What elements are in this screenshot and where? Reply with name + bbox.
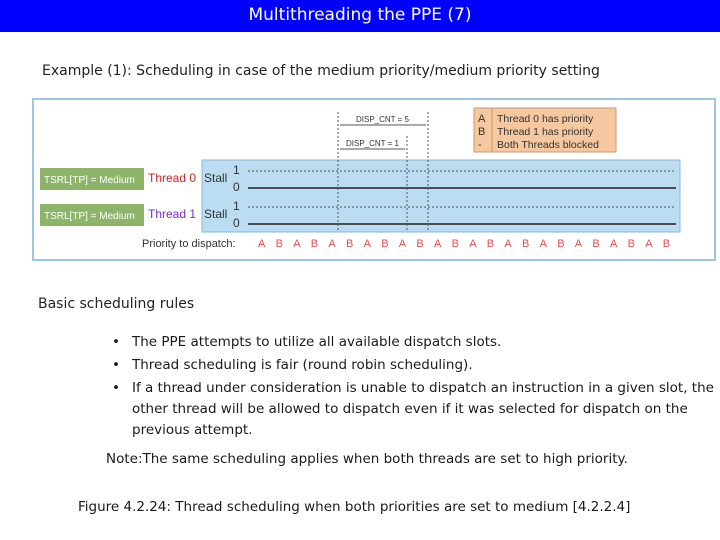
priority-letter: A — [610, 238, 618, 250]
rule-item — [112, 355, 718, 376]
rule-text: Thread scheduling is fair (round robin scheduling). — [132, 357, 473, 373]
priority-letter: A — [293, 238, 301, 250]
note-text: Note:The same scheduling applies when both threads are set to high priority. — [106, 451, 628, 467]
slide-title: Multithreading the PPE (7) — [248, 5, 472, 25]
title-bar — [0, 0, 720, 32]
legend-text-a: Thread 0 has priority — [497, 113, 594, 125]
priority-letter: B — [522, 238, 530, 250]
priority-letter: A — [574, 238, 583, 250]
priority-letter: B — [557, 238, 565, 250]
disp-cnt-5-label: DISP_CNT = 5 — [356, 115, 409, 124]
scheduling-diagram — [32, 98, 716, 261]
legend-text-none: Both Threads blocked — [497, 139, 599, 151]
thread1-register-label: TSRL[TP] = Medium — [44, 211, 135, 222]
legend-key-a: A — [478, 113, 486, 125]
disp-cnt-1-label: DISP_CNT = 1 — [346, 139, 399, 148]
legend-key-b: B — [478, 126, 486, 138]
thread1-level-0: 0 — [233, 216, 240, 230]
priority-letter: B — [662, 238, 671, 250]
thread0-label: Thread 0 — [148, 171, 197, 185]
thread1-stall-label: Stall — [204, 207, 228, 221]
priority-letter: A — [398, 238, 407, 250]
thread0-level-0: 0 — [233, 180, 240, 194]
bullet-dot-icon: • — [112, 334, 120, 350]
rule-text: The PPE attempts to utilize all available dispatch slots. — [132, 334, 502, 350]
priority-letter: B — [416, 238, 424, 250]
bullet-dot-icon: • — [112, 357, 120, 373]
priority-letter: A — [504, 238, 512, 250]
priority-letter: A — [434, 238, 442, 250]
diagram-svg — [34, 100, 714, 259]
priority-letter: A — [645, 238, 653, 250]
priority-letter: A — [363, 238, 371, 250]
priority-letter: B — [592, 238, 600, 250]
rule-item — [112, 332, 718, 353]
rules-list — [112, 332, 718, 443]
thread1-label: Thread 1 — [148, 207, 197, 221]
legend-text-b: Thread 1 has priority — [497, 126, 594, 138]
thread0-stall-label: Stall — [204, 171, 228, 185]
thread1-level-1: 1 — [233, 199, 240, 213]
priority-letter: B — [627, 238, 635, 250]
rule-text: If a thread under consideration is unable to dispatch an instruction in a given slot, the other thread will be allowed to dispatch even if it was selected for dispatch on the previous attempt. — [132, 380, 714, 438]
thread0-register-label: TSRL[TP] = Medium — [44, 175, 135, 186]
priority-letter: B — [381, 238, 389, 250]
rule-item — [112, 378, 718, 441]
figure-caption: Figure 4.2.24: Thread scheduling when both priorities are set to medium [4.2.2.4] — [78, 499, 631, 515]
priority-letter: B — [310, 238, 319, 250]
priority-letter: A — [469, 238, 477, 250]
priority-letter: B — [275, 238, 283, 250]
thread0-level-1: 1 — [233, 163, 240, 177]
bullet-dot-icon: • — [112, 380, 120, 396]
priority-letter: A — [258, 238, 266, 250]
slide-subtitle: Example (1): Scheduling in case of the medium priority/medium priority setting — [42, 63, 600, 79]
priority-letter: A — [539, 238, 547, 250]
priority-letter: B — [451, 238, 459, 250]
priority-letter: A — [328, 238, 336, 250]
legend-key-none: - — [478, 139, 482, 151]
section-heading: Basic scheduling rules — [38, 296, 195, 312]
priority-letter: B — [346, 238, 354, 250]
priority-sequence — [258, 238, 670, 250]
priority-letter: B — [486, 238, 495, 250]
priority-label: Priority to dispatch: — [142, 238, 236, 250]
